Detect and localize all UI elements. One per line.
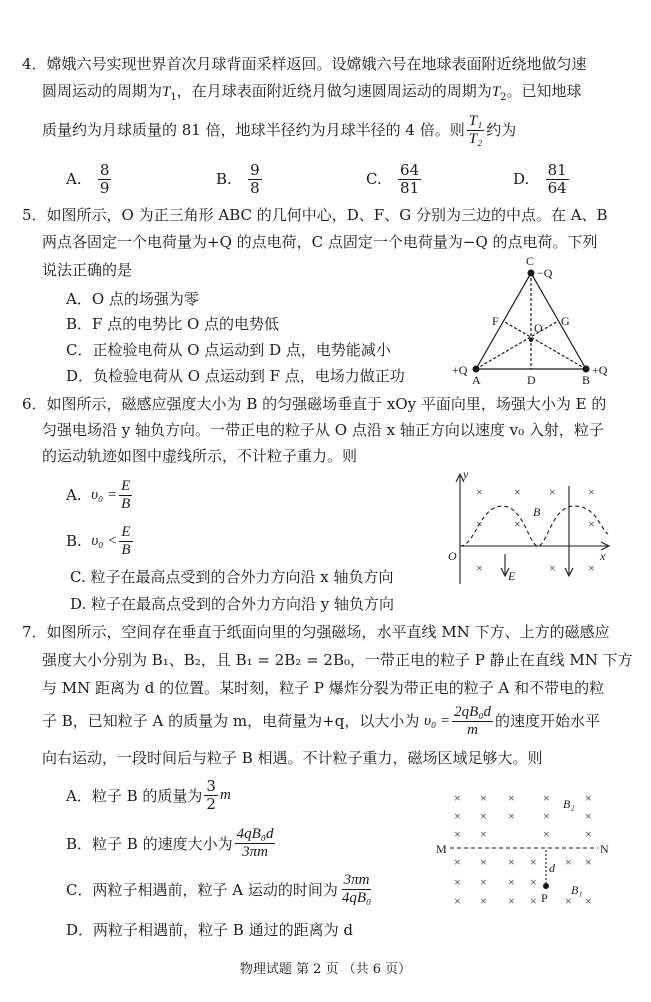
page-footer: 物理试题 第 2 页 （共 6 页） [239,962,412,977]
field-cross-icon: × [454,791,461,805]
charge-a-dot [473,366,480,373]
field-cross-icon: × [454,827,461,841]
label-f: F [492,314,499,328]
q4-line2: 圆周运动的周期为$T_1$，在月球表面附近绕月做匀速圆周运动的周期为$T_2$。已知地球 [42,82,582,103]
label-m: M [436,842,447,856]
q5-option-d: D．负检验电荷从 O 点运动到 F 点，电场力做正功 [66,367,405,385]
label-b1: B₁ [571,883,583,897]
q4-option-b: B. $\frac{9}{8}$ [216,160,260,197]
label-x: x [600,549,606,563]
field-cross-icon: × [585,791,592,805]
q4-option-d: D. $\frac{81}{64}$ [513,160,567,197]
field-cross-icon: × [549,561,556,575]
field-cross-icon: × [543,791,550,805]
q4-option-c: C. $\frac{64}{81}$ [366,160,420,197]
field-cross-icon: × [480,809,487,823]
field-cross-icon: × [480,855,487,869]
label-y: y [463,467,469,481]
q5-option-c: C．正检验电荷从 O 点运动到 D 点，电势能减小 [66,341,391,359]
field-cross-icon: × [476,485,483,499]
field-cross-icon: × [530,894,537,908]
label-plus-q-b: +Q [592,363,608,377]
field-cross-icon: × [508,809,515,823]
field-cross-icon: × [565,855,572,869]
label-p: P [541,891,548,905]
field-cross-icon: × [480,894,487,908]
q6-option-b: B. υ₀ < $\frac{E}{B}$ [66,523,131,558]
field-cross-icon: × [543,827,550,841]
field-cross-icon: × [588,561,595,575]
q6-line1: 6．如图所示，磁感应强度大小为 B 的匀强磁场垂直于 xOy 平面向里，场强大小为 E 的 [22,395,607,413]
field-cross-icon: × [565,894,572,908]
q6-line3: 的运动轨迹如图中虚线所示，不计粒子重力。则 [42,447,358,465]
q7-option-a: A．粒子 B 的质量为 $\frac{3}{2}$ m [66,776,231,813]
field-cross-icon: × [454,809,461,823]
q5-option-b: B．F 点的电势比 O 点的电势低 [66,315,280,333]
q4-option-a: A. $\frac{8}{9}$ [66,160,110,197]
field-cross-icon: × [530,855,537,869]
field-cross-icon: × [480,875,487,889]
label-minus-q: −Q [537,266,553,280]
field-cross-icon: × [585,855,592,869]
q5-line3: 说法正确的是 [42,261,133,279]
field-cross-icon: × [508,855,515,869]
q7-line3: 与 MN 距离为 d 的位置。某时刻，粒子 P 爆炸分裂为带正电的粒子 A 和不带电的粒 [42,679,605,697]
q6-line2: 匀强电场沿 y 轴负方向。一带正电的粒子从 O 点沿 x 轴正方向以速度 v₀ 入射，粒子 [42,421,604,439]
field-cross-icon: × [480,791,487,805]
q5-line2: 两点各固定一个电荷量为+Q 的点电荷，C 点固定一个电荷量为−Q 的点电荷。下列 [42,233,598,251]
field-cross-icon: × [585,809,592,823]
field-cross-icon: × [530,875,537,889]
label-g: G [561,314,570,328]
q7-field-figure [430,786,630,916]
q7-line2: 强度大小分别为 B₁、B₂，且 B₁ = 2B₂ = 2B₀，一带正电的粒子 P 静止在直线 MN 下方 [42,651,633,669]
q6-field-figure [440,466,615,591]
field-cross-icon: × [588,485,595,499]
field-cross-icon: × [480,827,487,841]
charge-b-dot [583,366,590,373]
point-o-dot [529,338,533,342]
q5-line1: 5．如图所示，O 为正三角形 ABC 的几何中心，D、F、G 分别为三边的中点。在 A、B [22,206,608,224]
q4-line3: 质量约为月球质量的 81 倍，地球半径约为月球半径的 4 倍。则 $\frac{\text{T₁}}{\text{T₂}}$ 约为 [42,112,517,147]
q7-option-d: D．两粒子相遇前，粒子 B 通过的距离为 d [66,921,353,939]
field-cross-icon: × [508,791,515,805]
field-cross-icon: × [476,561,483,575]
q5-option-a: A．O 点的场强为零 [66,290,199,308]
label-b: B [582,373,591,387]
field-cross-icon: × [454,855,461,869]
q7-line4: 子 B，已知粒子 A 的质量为 m，电荷量为+q，以大小为 υ₀ = $\frac{\text{2qB₀d}}{m}$ 的速度开始水平 [42,703,600,738]
q7-option-b: B．粒子 B 的速度大小为 $\frac{\text{4qB₀d}}{3\pi m}$ [66,825,274,860]
field-cross-icon: × [508,894,515,908]
field-cross-icon: × [514,517,521,531]
q7-line1: 7．如图所示，空间存在垂直于纸面向里的匀强磁场，水平直线 MN 下方、上方的磁感应 [22,623,610,641]
label-b: B [533,505,541,519]
field-cross-icon: × [585,894,592,908]
label-c: C [526,254,535,268]
particle-p [543,883,549,889]
q4-line1: 4．嫦娥六号实现世界首次月球背面采样返回。设嫦娥六号在地球表面附近绕地做匀速 [22,55,587,73]
q6-option-d: D. 粒子在最高点受到的合外力方向沿 y 轴负方向 [70,595,395,613]
q5-triangle-figure [440,250,620,390]
label-origin: O [448,549,457,563]
field-cross-icon: × [585,827,592,841]
charge-c-dot [528,270,535,277]
q7-line5: 向右运动，一段时间后与粒子 B 相遇。不计粒子重力，磁场区域足够大。则 [42,749,543,767]
field-cross-icon: × [543,809,550,823]
label-d: D [527,373,536,387]
q6-option-c: C. 粒子在最高点受到的合外力方向沿 x 轴负方向 [70,568,394,586]
label-a: A [472,373,481,387]
field-cross-icon: × [549,485,556,499]
label-n: N [600,842,609,856]
field-cross-icon: × [514,485,521,499]
label-d: d [549,861,555,875]
label-o: O [534,321,543,335]
label-e: E [508,569,516,583]
q6-option-a: A. υ₀ = $\frac{E}{B}$ [66,477,131,512]
field-cross-icon: × [454,875,461,889]
field-cross-icon: × [454,894,461,908]
q7-option-c: C．两粒子相遇前，粒子 A 运动的时间为 $\frac{3\pi m}{\text{4qB₀}}$ [66,871,372,906]
field-cross-icon: × [508,875,515,889]
field-cross-icon: × [476,517,483,531]
label-plus-q-a: +Q [452,363,468,377]
label-b2: B₂ [563,797,575,811]
field-cross-icon: × [588,517,595,531]
